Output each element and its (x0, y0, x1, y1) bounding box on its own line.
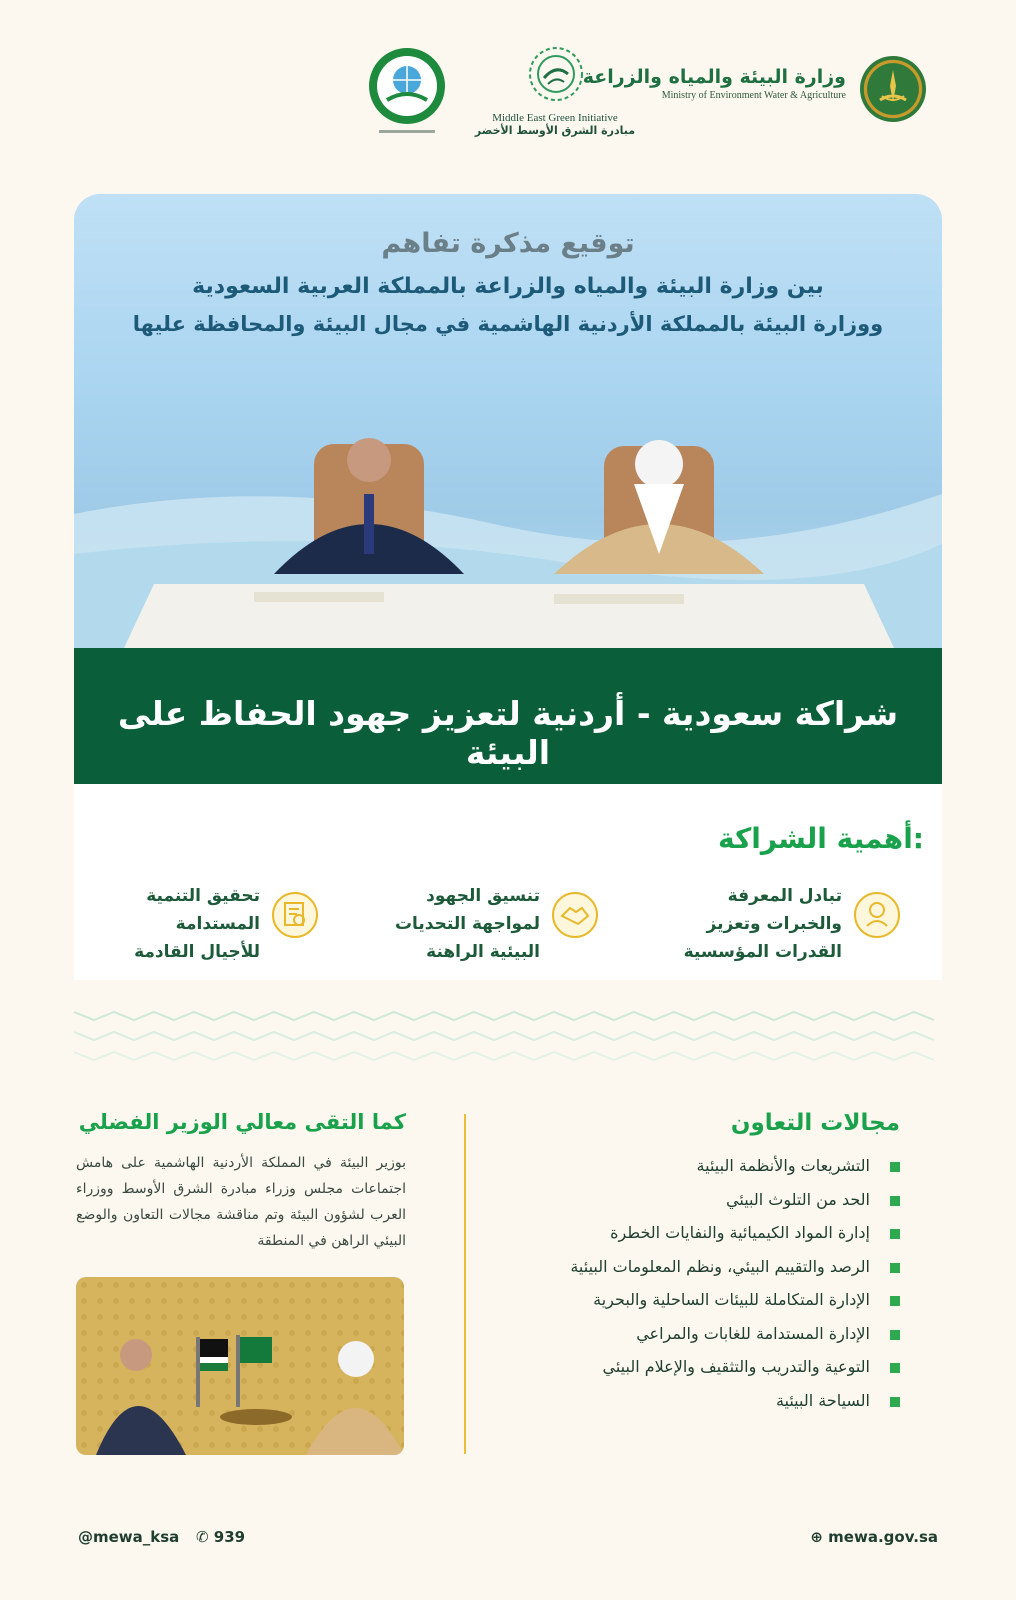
column-divider (464, 1114, 466, 1454)
green-initiative-name-en: Middle East Green Initiative (492, 112, 618, 124)
list-item: الإدارة المستدامة للغابات والمراعي (480, 1324, 900, 1358)
bullet-square-icon (890, 1397, 900, 1407)
list-item: الرصد والتقييم البيئي، ونظم المعلومات البيئية (480, 1257, 900, 1291)
handshake-icon (552, 892, 598, 938)
phone-icon: ✆ (196, 1528, 214, 1546)
signing-ceremony-illustration (74, 404, 942, 648)
ministry-name-en: Ministry of Environment Water & Agriculture (661, 90, 846, 101)
list-item: السياحة البيئية (480, 1391, 900, 1425)
arab-council-logo-icon (365, 44, 449, 144)
hero-subtitle-line-2: ووزارة البيئة بالمملكة الأردنية الهاشمية في مجال البيئة والمحافظة عليها (132, 312, 884, 336)
importance-title: أهمية الشراكة: (717, 822, 924, 855)
list-item: التوعية والتدريب والتثقيف والإعلام البيئي (480, 1357, 900, 1391)
importance-item (328, 882, 598, 972)
document-search-icon (272, 892, 318, 938)
phone-number[interactable]: ✆ 939 (196, 1528, 246, 1546)
ministry-emblem-icon (860, 56, 926, 122)
decorative-waves (74, 1002, 942, 1072)
green-initiative-name-ar: مبادرة الشرق الأوسط الأخضر (474, 124, 636, 137)
bullet-square-icon (890, 1296, 900, 1306)
signing-hero (74, 194, 942, 648)
list-item: الحد من التلوث البيئي (480, 1190, 900, 1224)
list-item: الإدارة المتكاملة للبيئات الساحلية والبحرية (480, 1290, 900, 1324)
social-handle[interactable]: @mewa_ksa (78, 1528, 180, 1546)
bullet-square-icon (890, 1263, 900, 1273)
hero-subtitle-line-1: بين وزارة البيئة والمياه والزراعة بالمملكة العربية السعودية (192, 274, 824, 299)
bullet-square-icon (890, 1196, 900, 1206)
bullet-square-icon (890, 1363, 900, 1373)
list-item: التشريعات والأنظمة البيئية (480, 1156, 900, 1190)
idea-person-icon (854, 892, 900, 938)
meeting-title: كما التقى معالي الوزير الفضلي (78, 1110, 406, 1134)
meeting-photo (76, 1277, 404, 1455)
meeting-body: بوزير البيئة في المملكة الأردنية الهاشمية على هامش اجتماعات مجلس وزراء مبادرة الشرق الأوسط ووزراء العرب لشؤون البيئة وتم مناقشة مجالات التعاون والوضع البيئي الراهن في المنطقة (76, 1155, 406, 1249)
cooperation-list (480, 1156, 900, 1424)
importance-text: تنسيق الجهود لمواجهة التحديات البيئية الراهنة (394, 886, 540, 962)
ministry-name-ar: وزارة البيئة والمياه والزراعة (582, 66, 846, 88)
partnership-banner (74, 648, 942, 784)
list-item: إدارة المواد الكيميائية والنفايات الخطرة (480, 1223, 900, 1257)
bullet-square-icon (890, 1162, 900, 1172)
importance-item (630, 882, 900, 972)
banner-headline: شراكة سعودية - أردنية لتعزيز جهود الحفاظ على البيئة (117, 694, 899, 772)
ministry-name (583, 66, 846, 101)
website-link[interactable]: ⊕ mewa.gov.sa (810, 1528, 938, 1546)
cooperation-title: مجالات التعاون (730, 1110, 900, 1136)
green-initiative-name (470, 112, 640, 137)
bullet-square-icon (890, 1330, 900, 1340)
importance-text: تحقيق التنمية المستدامة للأجيال القادمة (134, 886, 260, 962)
hero-title: توقيع مذكرة تفاهم (381, 228, 635, 259)
header-logos (0, 40, 1016, 150)
importance-item (48, 882, 318, 972)
importance-text: تبادل المعرفة والخبرات وتعزيز القدرات المؤسسية (683, 886, 842, 962)
globe-icon: ⊕ (810, 1528, 829, 1546)
green-initiative-logo-icon (526, 44, 586, 104)
bullet-square-icon (890, 1229, 900, 1239)
